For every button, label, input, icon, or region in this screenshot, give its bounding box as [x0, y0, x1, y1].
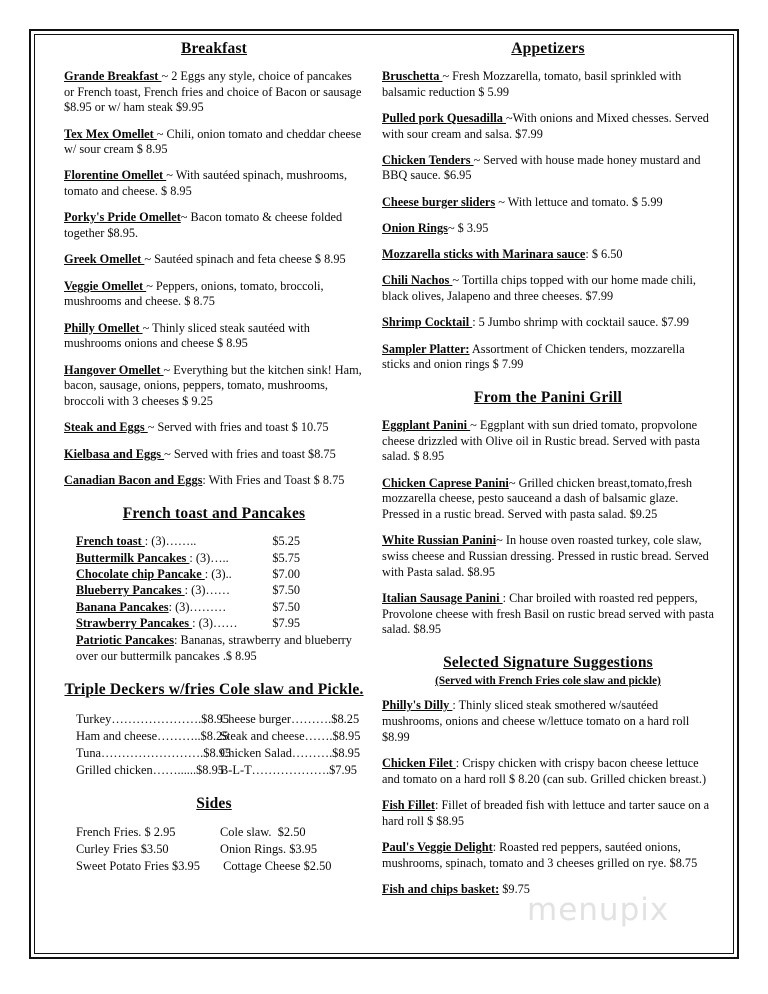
menu-item [64, 321, 364, 352]
menu-item-name: Eggplant Panini [382, 417, 471, 432]
menu-item [382, 69, 714, 100]
list-row: Tuna…………………….$8.95 [76, 745, 232, 760]
menu-item-description: : Crispy chicken with crispy bacon cheese lettuce and tomato on a hard roll $ 8.20 (can sub. Grilled chicken breast.) [382, 756, 707, 786]
price-list-leader: : (3)….. [189, 550, 229, 565]
price-list-item-price: $7.50 [272, 599, 300, 614]
menu-item [64, 69, 364, 116]
menu-item-description: ~ Peppers, onions, tomato, broccoli, mushrooms and cheese. $ 8.75 [64, 278, 324, 309]
menu-item-description: Assortment of Chicken tenders, mozzarella sticks and onion rings $ 7.99 [382, 341, 685, 372]
menu-item-name: Kielbasa and Eggs [64, 446, 165, 461]
price-list-leader: : (3)…….. [144, 534, 197, 549]
menu-item [382, 798, 714, 829]
section-heading-text-french-toast-and-pancakes: French toast and Pancakes [122, 504, 306, 522]
menu-item-description: ~ Thinly sliced steak sautéed with mushrooms onions and cheese $ 8.95 [64, 320, 310, 351]
menu-item-name: Sampler Platter: [382, 341, 470, 356]
menu-columns [38, 40, 732, 952]
menu-item-name: Mozzarella sticks with Marinara sauce [382, 247, 586, 262]
menu-item-description: ~ With sautéed spinach, mushrooms, tomato and cheese. $ 8.95 [64, 168, 348, 199]
price-list-item-price: $7.00 [272, 567, 300, 581]
menu-item-name: Chili Nachos [382, 273, 453, 288]
menu-item [64, 363, 364, 410]
menu-item-name: Porky's Pride Omellet [64, 210, 181, 225]
list-row: B-L-T……………….$7.95 [220, 762, 357, 777]
price-list-item-name: Strawberry Pancakes [76, 616, 193, 631]
menu-item-name: White Russian Panini [382, 533, 497, 548]
menu-item-name: Pulled pork Quesadilla [382, 110, 507, 125]
price-list-item-name: Buttermilk Pancakes [76, 550, 190, 565]
price-list-leader: : (3)…… [184, 583, 231, 598]
price-list-leader: : (3)……… [168, 599, 227, 614]
menu-item-description: ~ Fresh Mozzarella, tomato, basil sprinkled with balsamic reduction $ 5.99 [382, 68, 682, 99]
price-list-row [76, 550, 364, 566]
section-heading-appetizers [382, 40, 714, 58]
menu-item [382, 882, 714, 898]
section-heading-french-toast-and-pancakes [64, 505, 364, 523]
price-list-item-price: $5.25 [272, 534, 300, 549]
menu-item-description: ~ Chili, onion tomato and cheddar cheese w/ sour cream $ 8.95 [64, 126, 362, 157]
price-list-leader: : (3).. [204, 567, 232, 581]
menu-item [64, 447, 364, 463]
menu-item [64, 127, 364, 158]
sides-row: Sweet Potato Fries $3.95 [76, 859, 200, 874]
sides-row: Cole slaw. $2.50 [220, 824, 306, 839]
menu-item-name: Onion Rings [382, 220, 448, 235]
price-list-item-name: Chocolate chip Pancake [76, 567, 205, 581]
section-heading-text-sides: Sides [196, 795, 232, 813]
menu-item [64, 252, 364, 268]
menu-item-name: Grande Breakfast [64, 68, 162, 83]
menu-item [382, 315, 714, 331]
menu-item-name: Canadian Bacon and Eggs [64, 472, 203, 487]
section-heading-triple-deckers [64, 681, 364, 699]
sides-row: Onion Rings. $3.95 [220, 842, 318, 857]
menu-item-name: Paul's Veggie Delight [382, 840, 493, 855]
section-heading-text-breakfast: Breakfast [180, 40, 248, 57]
sides-row: Cottage Cheese $2.50 [220, 859, 332, 874]
section-heading-text-triple-deckers: Triple Deckers w/fries Cole slaw and Pickle. [64, 680, 364, 698]
menu-item-name: Fish Fillet [382, 798, 435, 813]
menu-item-description: ~With onions and Mixed chesses. Served with sour cream and salsa. $7.99 [382, 110, 709, 141]
menupix-watermark: menupix [527, 892, 670, 928]
price-list-french-toast-and-pancakes [76, 533, 364, 631]
menu-item-description: ~ Served with fries and toast $ 10.75 [147, 420, 329, 435]
menu-item-description: ~ 2 Eggs any style, choice of pancakes or French toast, French fries and choice of Bacon or sausage $8.95 or w/ ham steak $9.95 [64, 68, 362, 115]
menu-item-name: Philly Omellet [64, 320, 143, 335]
menu-item-description: ~ Served with fries and toast $8.75 [164, 446, 336, 461]
menu-item [382, 698, 714, 745]
menu-item-name: Florentine Omellet [64, 168, 167, 183]
menu-item-name: Veggie Omellet [64, 278, 147, 293]
menu-item-name: Chicken Caprese Panini [382, 475, 509, 490]
menu-item-name: Fish and chips basket: [382, 882, 500, 897]
menu-item-description: : Roasted red peppers, sautéed onions, mushrooms, spinach, tomato and 3 cheeses grilled on rye. $8.75 [382, 840, 698, 870]
menu-item-description: : With Fries and Toast $ 8.75 [202, 472, 345, 487]
sides-row: French Fries. $ 2.95 [76, 824, 176, 839]
menu-item [382, 247, 714, 263]
menu-item [382, 195, 714, 211]
menu-item-description: : Bananas, strawberry and blueberry over our buttermilk pancakes .$ 8.95 [76, 633, 352, 664]
section-heading-text-panini-grill: From the Panini Grill [473, 389, 623, 407]
menu-item-description: : Char broiled with roasted red peppers, Provolone cheese with fresh Basil on rustic bread served with pasta salad. $8.95 [382, 591, 714, 637]
menu-item-description: ~ With lettuce and tomato. $ 5.99 [495, 194, 663, 209]
price-list-row [76, 566, 364, 582]
menu-item-description: : 5 Jumbo shrimp with cocktail sauce. $7.99 [472, 315, 690, 330]
menu-item [382, 591, 714, 638]
menu-item [64, 210, 364, 241]
list-row: Chicken Salad……….$8.95 [220, 745, 361, 760]
section-heading-text-signature-suggestions: Selected Signature Suggestions [443, 654, 653, 672]
section-heading-text-appetizers: Appetizers [511, 40, 585, 57]
list-column-a [76, 711, 232, 779]
price-list-item-price: $7.50 [272, 583, 300, 598]
price-list-leader: : (3)…… [192, 616, 238, 631]
price-list-item-name: Blueberry Pancakes [76, 583, 185, 598]
menu-item-description: ~ Served with house made honey mustard and BBQ sauce. $6.95 [382, 152, 701, 183]
sides-column-b [220, 824, 364, 875]
section-heading-sides [64, 795, 364, 813]
menu-item [382, 840, 714, 871]
menu-column-right [374, 40, 732, 898]
menu-item-name: Italian Sausage Panini [382, 591, 503, 606]
price-list-row [76, 533, 364, 549]
menu-item [76, 633, 364, 664]
menu-item [382, 153, 714, 184]
menu-item-name: Hangover Omellet [64, 362, 164, 377]
menu-item [382, 221, 714, 237]
list-row: Grilled chicken……......$8.95 [76, 762, 224, 777]
price-list-item-price: $7.95 [272, 616, 300, 631]
menu-item-description: ~ Tortilla chips topped with our home made chili, black olives, Jalapeno and three cheeses. $7.99 [382, 273, 696, 304]
menu-item-name: Greek Omellet [64, 252, 145, 267]
menu-item-description: : Thinly sliced steak smothered w/sautéed mushrooms, onions and cheese w/lettuce tomato on a hard roll $8.99 [382, 698, 690, 744]
sides-row: Curley Fries $3.50 [76, 842, 169, 857]
menu-item-name: Tex Mex Omellet [64, 126, 157, 141]
menu-item-name: Patriotic Pancakes [76, 633, 175, 648]
menu-item [382, 533, 714, 580]
menu-item [64, 279, 364, 310]
list-row: Steak and cheese…….$8.95 [220, 728, 361, 743]
menu-item-description: ~ $ 3.95 [447, 220, 489, 235]
list-row: Cheese burger……….$8.25 [220, 711, 360, 726]
menu-item-name: Chicken Filet [382, 756, 456, 771]
menu-item-description: ~ Grilled chicken breast,tomato,fresh mozzarella cheese, pesto sauceand a dash of balsamic glaze. Pressed in a rustic bread. Served with pasta salad. $9.25 [382, 475, 693, 522]
menu-item-description: ~ Everything but the kitchen sink! Ham, bacon, sausage, onions, peppers, tomato, mushrooms, broccoli with 3 cheeses $ 9.25 [64, 362, 362, 409]
menu-item-description: $9.75 [499, 882, 530, 897]
menu-item-name: Bruschetta [382, 68, 443, 83]
section-heading-breakfast [64, 40, 364, 58]
menu-item-name: Steak and Eggs [64, 420, 148, 435]
two-col-list-triple-deckers [76, 711, 364, 779]
section-heading-signature-suggestions [382, 654, 714, 672]
list-column-b [220, 711, 364, 779]
menu-item [382, 273, 714, 304]
list-row: Turkey………………….$8.95 [76, 711, 230, 726]
menu-item-description: ~ Bacon tomato & cheese folded together $8.95. [64, 210, 343, 241]
menu-item-description: ~ Sautéed spinach and feta cheese $ 8.95 [144, 252, 346, 267]
menu-item-name: Chicken Tenders [382, 152, 474, 167]
price-list-item-name: French toast [76, 534, 145, 549]
menu-column-left [38, 40, 374, 875]
menu-item [64, 420, 364, 436]
section-heading-panini-grill [382, 389, 714, 407]
menu-item-description: : $ 6.50 [585, 247, 623, 262]
price-list-item-price: $5.75 [272, 550, 300, 565]
menu-item-description: ~ In house oven roasted turkey, cole slaw, swiss cheese and Russian dressing. Pressed in rustic bread. Served with Pasta salad. $8.95 [382, 533, 709, 579]
price-list-row [76, 582, 364, 598]
section-subheading-signature-suggestions: (Served with French Fries cole slaw and pickle) [435, 675, 661, 688]
price-list-item-name: Banana Pancakes [76, 599, 169, 614]
menu-item [382, 756, 714, 787]
menu-item-name: Shrimp Cocktail [382, 315, 473, 330]
sides-grid-sides [76, 824, 364, 875]
list-row: Ham and cheese………..$8.25 [76, 728, 229, 743]
menu-item-description: : Fillet of breaded fish with lettuce and tarter sauce on a hard roll $ $8.95 [382, 798, 710, 828]
menu-item-name: Philly's Dilly [382, 698, 453, 713]
price-list-row [76, 615, 364, 631]
menu-item [382, 342, 714, 373]
menu-item-description: ~ Eggplant with sun dried tomato, propvolone cheese drizzled with Olive oil in Rustic bread. Served with pasta salad. $ 8.95 [382, 417, 700, 464]
menu-item [64, 168, 364, 199]
sides-column-a [76, 824, 220, 875]
menu-item [382, 111, 714, 142]
menu-item-name: Cheese burger sliders [382, 194, 496, 209]
price-list-row [76, 599, 364, 615]
menu-item [64, 473, 364, 489]
menu-item [382, 476, 714, 523]
menu-item [382, 418, 714, 465]
